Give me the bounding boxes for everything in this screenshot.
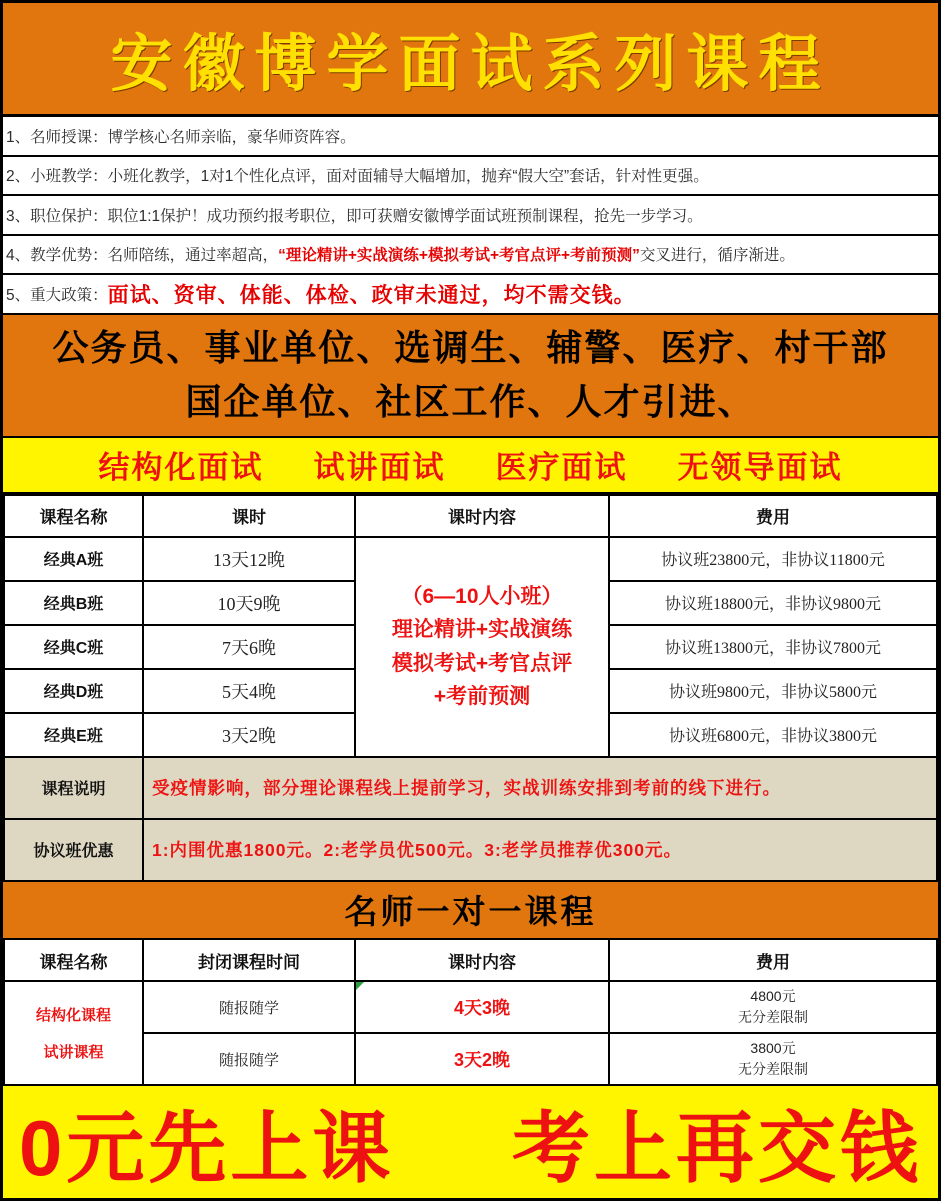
feature-text: 交叉进行，循序渐进。 (639, 247, 795, 265)
course-name: 结构化课程 (35, 1007, 111, 1025)
duration-text: 4天3晚 (453, 998, 511, 1019)
course-fee: 协议班9800元，非协议5800元 (609, 669, 937, 713)
course-table (3, 494, 938, 882)
content-line: 理论精讲+实战演练 (391, 618, 573, 642)
note-label: 协议班优惠 (4, 819, 143, 881)
course-name: 经典A班 (4, 537, 143, 581)
table-row (4, 1033, 937, 1085)
fee-amount: 3800元 (750, 1040, 796, 1057)
course-schedule: 随报随学 (143, 981, 355, 1033)
note-label: 课程说明 (4, 757, 143, 819)
column-header: 费用 (609, 495, 937, 537)
feature-row-4 (3, 236, 938, 275)
course-hours: 5天4晚 (143, 669, 355, 713)
one-on-one-course-names (4, 981, 143, 1085)
feature-highlight: 面试、资审、体能、体检、政审未通过，均不需交钱。 (107, 283, 636, 307)
one-on-one-header (4, 939, 937, 981)
fee-note: 无分差限制 (738, 1009, 808, 1026)
course-fee (609, 981, 937, 1033)
feature-row-5 (3, 275, 938, 314)
course-table-header (4, 495, 937, 537)
column-header: 课时内容 (355, 495, 609, 537)
course-hours: 3天2晚 (143, 713, 355, 757)
table-row (4, 981, 937, 1033)
slogan-left: 0元先上课 (19, 1104, 395, 1193)
slogan-right: 考上再交钱 (511, 1104, 922, 1193)
course-hours: 7天6晚 (143, 625, 355, 669)
note-text: 受疫情影响，部分理论课程线上提前学习，实战训练安排到考前的线下进行。 (143, 757, 937, 819)
feature-highlight: “理论精讲+实战演练+模拟考试+考官点评+考前预测” (278, 247, 640, 265)
note-row (4, 819, 937, 881)
feature-row-2 (3, 157, 938, 196)
interview-type: 结构化面试 (98, 450, 264, 486)
poster-header (3, 3, 938, 117)
course-name: 经典C班 (4, 625, 143, 669)
course-name: 经典E班 (4, 713, 143, 757)
feature-text: 5、重大政策： (6, 286, 108, 304)
column-header: 课时 (143, 495, 355, 537)
content-line: 模拟考试+考官点评 (391, 651, 573, 675)
interview-type: 医疗面试 (495, 450, 628, 486)
course-fee: 协议班13800元，非协议7800元 (609, 625, 937, 669)
one-on-one-table (3, 938, 938, 1086)
course-content-cell (355, 537, 609, 757)
column-header: 课时内容 (355, 939, 609, 981)
column-header: 课程名称 (4, 495, 143, 537)
course-fee (609, 1033, 937, 1085)
poster-title: 安徽博学面试系列课程 (110, 30, 831, 100)
course-hours: 10天9晚 (143, 581, 355, 625)
table-row (4, 537, 937, 581)
slogan-banner (3, 1086, 938, 1198)
course-duration (355, 981, 609, 1033)
feature-row-3 (3, 196, 938, 235)
one-on-one-banner: 名师一对一课程 (3, 882, 938, 938)
content-line: （6—10人小班） (401, 584, 563, 608)
interview-type: 试讲面试 (313, 450, 446, 486)
note-text: 1:内围优惠1800元。2:老学员优500元。3:老学员推荐优300元。 (143, 819, 937, 881)
audience-block (3, 315, 938, 438)
course-name: 试讲课程 (43, 1044, 104, 1062)
course-schedule: 随报随学 (143, 1033, 355, 1085)
content-line: +考前预测 (433, 685, 531, 709)
column-header: 课程名称 (4, 939, 143, 981)
audience-line-1: 公务员、事业单位、选调生、辅警、医疗、村干部 (52, 327, 889, 369)
course-fee: 协议班18800元，非协议9800元 (609, 581, 937, 625)
fee-note: 无分差限制 (738, 1061, 808, 1078)
column-header: 费用 (609, 939, 937, 981)
course-duration (355, 1033, 609, 1085)
audience-line-2: 国企单位、社区工作、人才引进、 (185, 381, 756, 423)
course-fee: 协议班6800元，非协议3800元 (609, 713, 937, 757)
feature-text: 3、职位保护：职位1:1保护！成功预约报考职位，即可获赠安徽博学面试班预制课程，抢先一步学习。 (6, 207, 703, 225)
interview-type: 无领导面试 (677, 450, 843, 486)
feature-text: 2、小班教学：小班化教学，1对1个性化点评，面对面辅导大幅增加，抛弃“假大空”套话，针对性更强。 (6, 168, 709, 186)
course-name: 经典D班 (4, 669, 143, 713)
note-row (4, 757, 937, 819)
duration-text: 3天2晚 (453, 1050, 511, 1071)
comment-marker-icon (356, 982, 364, 990)
column-header: 封闭课程时间 (143, 939, 355, 981)
feature-row-1 (3, 117, 938, 156)
course-fee: 协议班23800元，非协议11800元 (609, 537, 937, 581)
feature-text: 1、名师授课：博学核心名师亲临，豪华师资阵容。 (6, 129, 356, 147)
fee-amount: 4800元 (750, 988, 796, 1005)
feature-text: 4、教学优势：名师陪练，通过率超高， (6, 247, 279, 265)
course-hours: 13天12晚 (143, 537, 355, 581)
interview-types-band (3, 438, 938, 494)
course-name: 经典B班 (4, 581, 143, 625)
